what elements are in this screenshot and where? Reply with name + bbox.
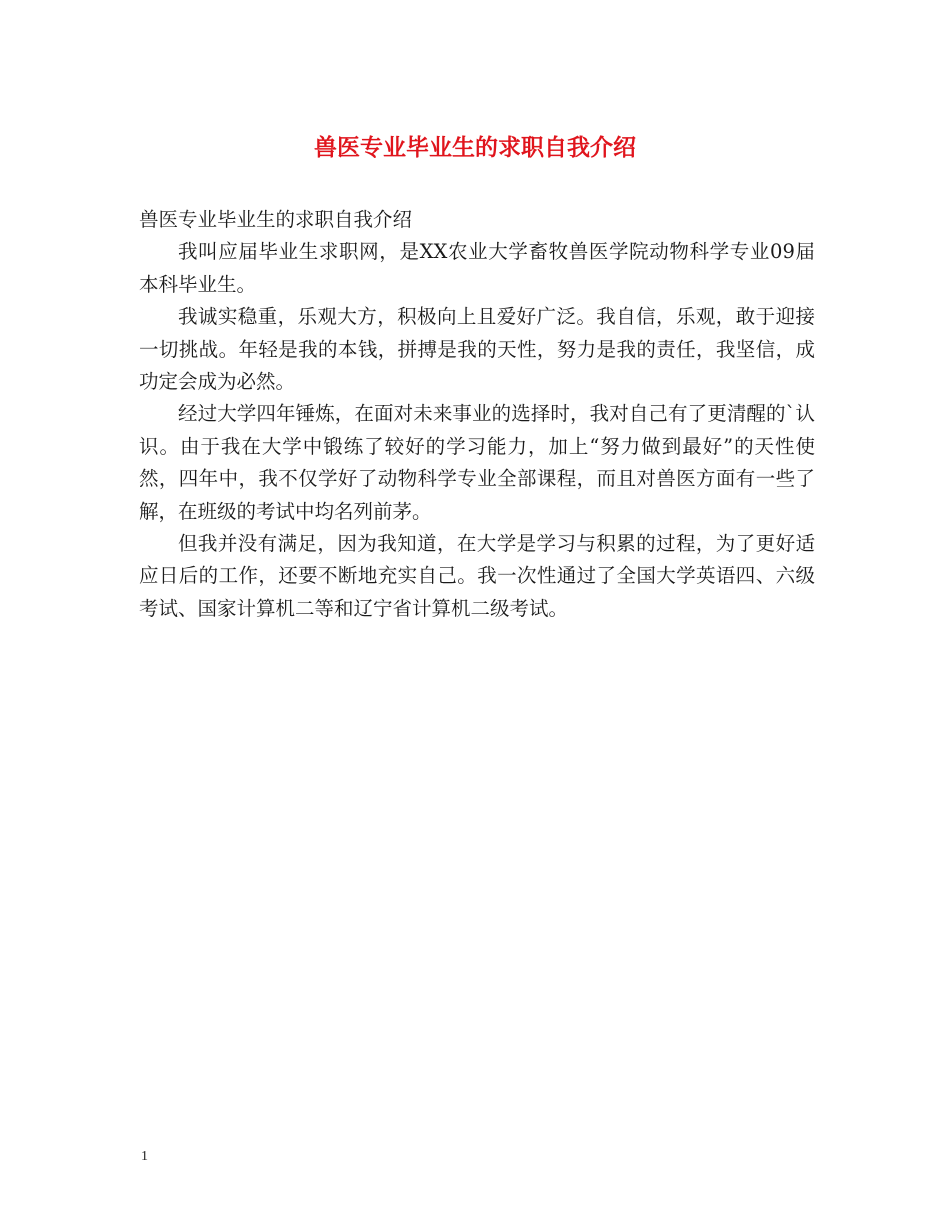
paragraph-heading: 兽医专业毕业生的求职自我介绍 [139,208,413,231]
paragraph-certificates: 但我并没有满足，因为我知道，在大学是学习与积累的过程，为了更好适应日后的工作，还要不断地充实自己。我一次性通过了全国大学英语四、六级考试、国家计算机二等和辽宁省计算机二级考试。 [139,532,815,620]
paragraph-study: 经过大学四年锤炼，在面对未来事业的选择时，我对自己有了更清醒的`认识。由于我在大学中锻练了较好的学习能力，加上“努力做到最好”的天性使然，四年中，我不仅学好了动物科学专业全部课程，而且对兽医方面有一些了解，在班级的考试中均名列前茅。 [139,402,815,523]
paragraph-introduction: 我叫应届毕业生求职网，是XX农业大学畜牧兽医学院动物科学专业09届本科毕业生。 [139,240,815,296]
page-number: 1 [141,1149,148,1164]
paragraph-personality: 我诚实稳重，乐观大方，积极向上且爱好广泛。我自信，乐观，敢于迎接一切挑战。年轻是我的本钱，拼搏是我的天性，努力是我的责任，我坚信，成功定会成为必然。 [139,305,815,394]
document-title: 兽医专业毕业生的求职自我介绍 [314,134,636,161]
document-body [139,204,815,625]
